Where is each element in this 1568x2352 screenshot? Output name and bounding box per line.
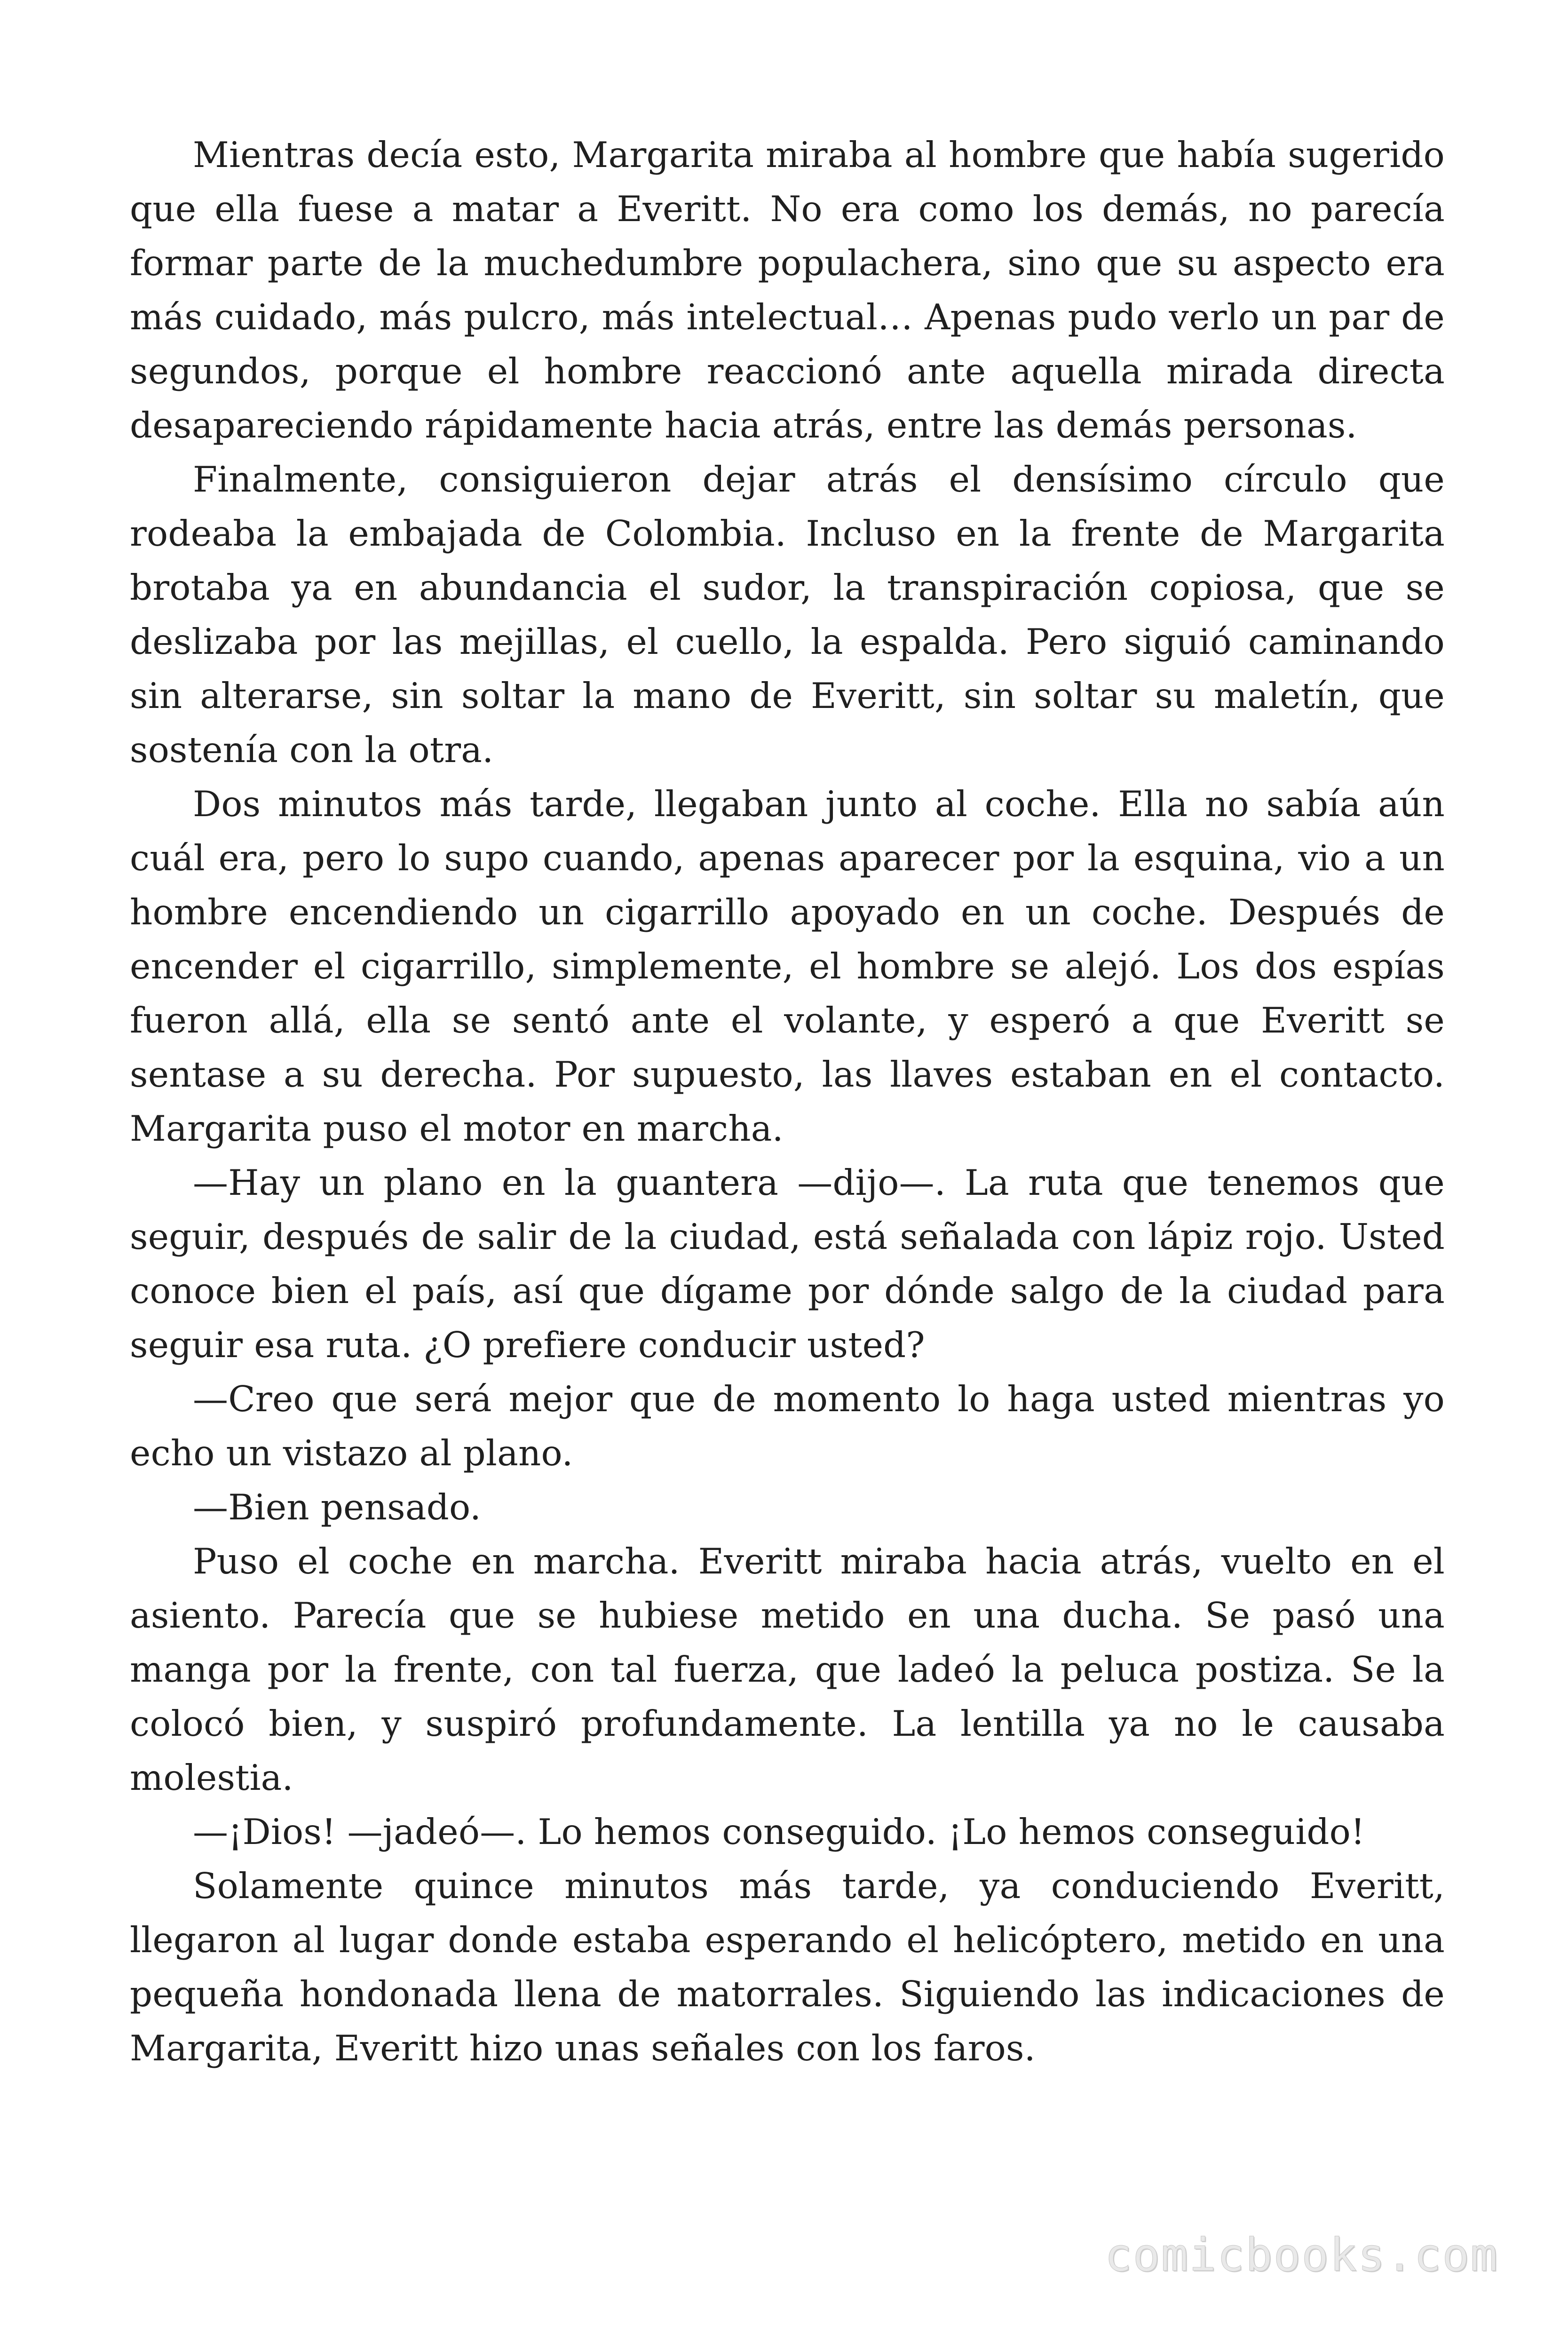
paragraph: Mientras decía esto, Margarita miraba al hombre que había sugerido que ella fuese a matar a Everitt. No era como los demás, no parecía formar parte de la muchedumbre populachera, sino que su aspecto era más cuidado, más pulcro, más intelectual… Apenas pudo verlo un par de segundos, porque el hombre reaccionó ante aquella mirada directa desapareciendo rápidamente hacia atrás, entre las demás personas. [130, 134, 1445, 446]
paragraph: —Creo que será mejor que de momento lo haga usted mientras yo echo un vistazo al plano. [130, 1378, 1445, 1474]
paragraph: Puso el coche en marcha. Everitt miraba hacia atrás, vuelto en el asiento. Parecía que se hubiese metido en una ducha. Se pasó una manga por la frente, con tal fuerza, que ladeó la peluca postiza. Se la colocó bien, y suspiró profundamente. La lentilla ya no le causaba molestia. [130, 1541, 1445, 1798]
paragraph: —Bien pensado. [193, 1486, 482, 1528]
paragraph: Dos minutos más tarde, llegaban junto al coche. Ella no sabía aún cuál era, pero lo supo cuando, apenas aparecer por la esquina, vio a un hombre encendiendo un cigarrillo apoyado en un coche. Después de encender el cigarrillo, simplemente, el hombre se alejó. Los dos espías fueron allá, ella se sentó ante el volante, y esperó a que Everitt se sentase a su derecha. Por supuesto, las llaves estaban en el contacto. Margarita puso el motor en marcha. [130, 783, 1445, 1149]
paragraph: Finalmente, consiguieron dejar atrás el densísimo círculo que rodeaba la embajada de Colombia. Incluso en la frente de Margarita brotaba ya en abundancia el sudor, la transpiración copiosa, que se deslizaba por las mejillas, el cuello, la espalda. Pero siguió caminando sin alterarse, sin soltar la mano de Everitt, sin soltar su maletín, que sostenía con la otra. [130, 459, 1445, 771]
page-body [130, 128, 1445, 2075]
paragraph: Solamente quince minutos más tarde, ya conduciendo Everitt, llegaron al lugar donde estaba esperando el helicóptero, metido en una pequeña hondonada llena de matorrales. Siguiendo las indicaciones de Margarita, Everitt hizo unas señales con los faros. [130, 1865, 1445, 2069]
paragraph: —¡Dios! —jadeó—. Lo hemos conseguido. ¡Lo hemos conseguido! [193, 1811, 1365, 1852]
paragraph: —Hay un plano en la guantera —dijo—. La ruta que tenemos que seguir, después de salir de la ciudad, está señalada con lápiz rojo. Usted conoce bien el país, así que dígame por dónde salgo de la ciudad para seguir esa ruta. ¿O prefiere conducir usted? [130, 1162, 1445, 1366]
watermark: comicbooks.com [1104, 2229, 1498, 2281]
